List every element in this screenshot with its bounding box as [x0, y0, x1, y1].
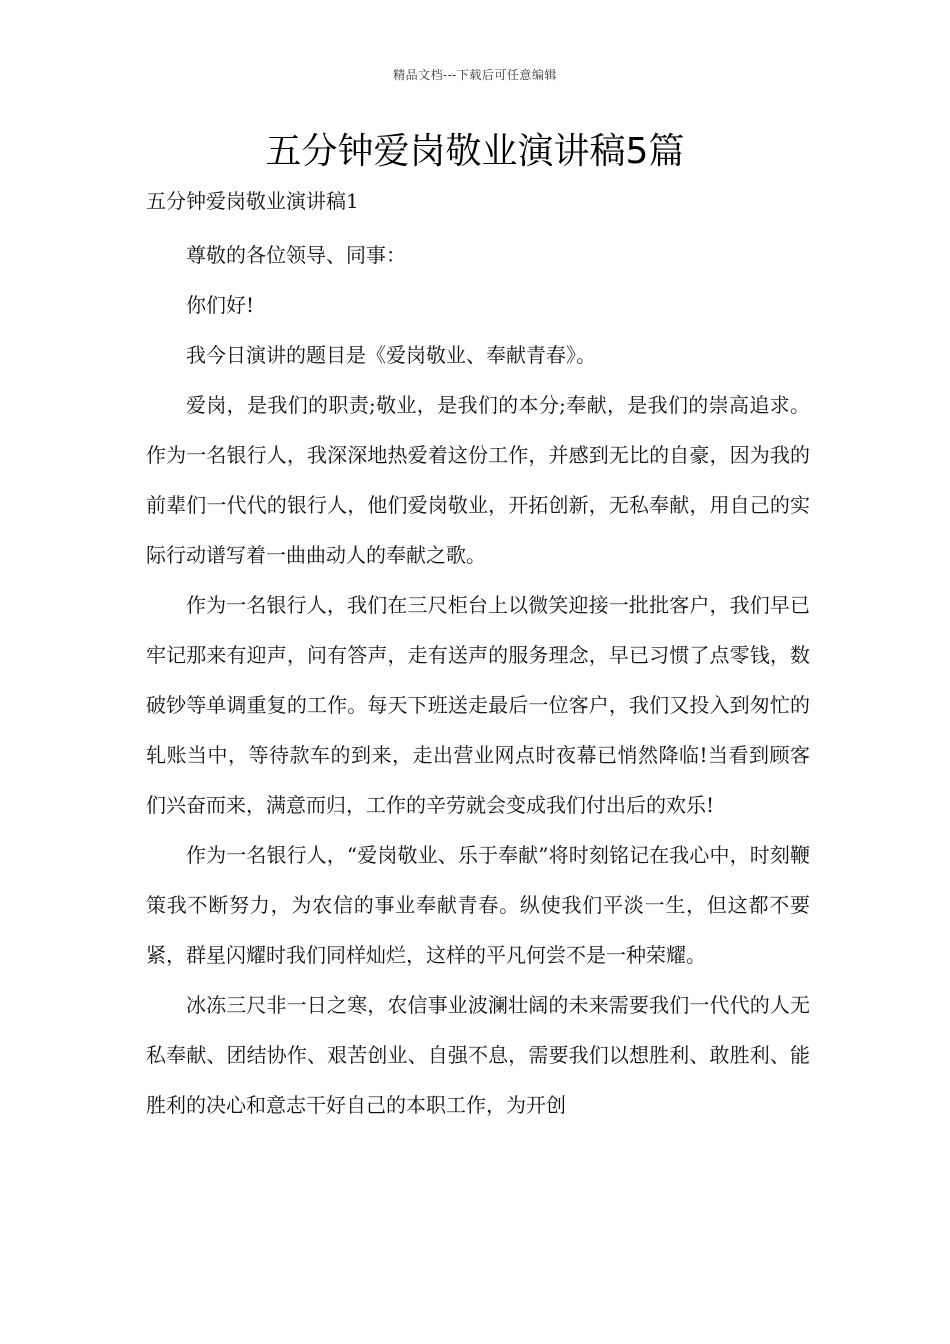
paragraph: 作为一名银行人，“爱岗敬业、乐于奉献”将时刻铭记在我心中，时刻鞭策我不断努力，为农信的事业奉献青春。纵使我们平淡一生，但这都不要紧，群星闪耀时我们同样灿烂，这样的平凡何尝不是一种荣耀。	[146, 843, 810, 967]
paragraph: 冰冻三尺非一日之寒，农信事业波澜壮阔的未来需要我们一代代的人无私奉献、团结协作、艰苦创业、自强不息，需要我们以想胜利、敢胜利、能胜利的决心和意志干好自己的本职工作，为开创	[146, 993, 810, 1117]
document-body	[146, 230, 810, 1130]
section-subtitle: 五分钟爱岗敬业演讲稿1	[146, 189, 359, 213]
document-title: 五分钟爱岗敬业演讲稿5篇	[265, 131, 685, 172]
paragraph: 作为一名银行人，我们在三尺柜台上以微笑迎接一批批客户，我们早已牢记那来有迎声，问有答声，走有送声的服务理念，早已习惯了点零钱，数破钞等单调重复的工作。每天下班送走最后一位客户，我们又投入到匆忙的轧账当中，等待款车的到来，走出营业网点时夜幕已悄然降临!当看到顾客们兴奋而来，满意而归，工作的辛劳就会变成我们付出后的欢乐!	[146, 593, 810, 817]
page-header: 精品文档---下载后可任意编辑	[393, 68, 557, 82]
paragraph-greeting: 你们好!	[186, 293, 255, 317]
paragraph-topic: 我今日演讲的题目是《爱岗敬业、奉献青春》。	[186, 343, 596, 367]
paragraph-salutation: 尊敬的各位领导、同事：	[186, 243, 406, 267]
paragraph: 爱岗，是我们的职责;敬业，是我们的本分;奉献，是我们的崇高追求。作为一名银行人，我深深地热爱着这份工作，并感到无比的自豪，因为我的前辈们一代代的银行人，他们爱岗敬业，开拓创新，无私奉献，用自己的实际行动谱写着一曲曲动人的奉献之歌。	[146, 393, 810, 567]
